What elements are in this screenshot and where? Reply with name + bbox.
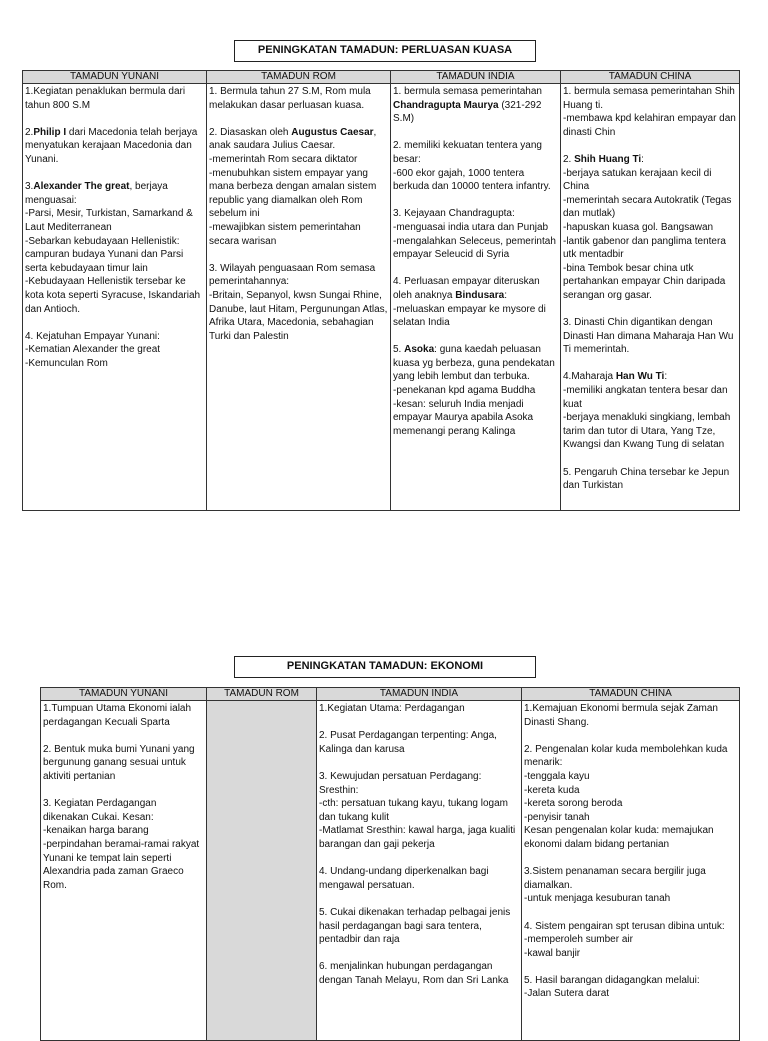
table2-cell-rom (207, 701, 317, 1041)
cell-paragraph (393, 85, 558, 126)
text-run: 4. Sistem pengairan spt terusan dibina untuk: -memperoleh sumber air -kawal banjir (524, 920, 725, 959)
text-run: 2. Bentuk muka bumi Yunani yang bergunung ganang sesuai untuk aktiviti pertanian (43, 743, 195, 782)
cell-paragraph (524, 865, 737, 906)
cell-paragraph (209, 262, 388, 344)
text-run: 2. Pusat Perdagangan terpenting: Anga, Kalinga dan karusa (319, 730, 497, 755)
cell-paragraph (319, 770, 519, 852)
text-run: : -memiliki angkatan tentera besar dan kuat -berjaya menakluki singkiang, lembah tarim dan tutor di Utara, Yang Tze, Kwangsi dan Kwang Tung di selatan (563, 371, 731, 451)
bold-text: Asoka (404, 344, 435, 356)
text-run: 3. Wilayah penguasaan Rom semasa pemerintahannya: -Britain, Sepanyol, kwsn Sungai Rhine, Danube, laut Hitam, Pergunungan Atlas, Afrika Utara, Macedonia, sebahagian Turki dan Palestin (209, 262, 388, 342)
text-run: 2. Pengenalan kolar kuda membolehkan kuda menarik: -tenggala kayu -kereta kuda -kereta sorong beroda -penyisir tanah Kesan pengenalan kolar kuda: memajukan ekonomi dalam bidang pertanian (524, 743, 728, 850)
text-run: 5. Pengaruh China tersebar ke Jepun dan Turkistan (563, 466, 730, 492)
text-run: (321-292 S.M) (393, 99, 542, 125)
cell-paragraph (524, 920, 737, 961)
table1-cell-india (391, 84, 561, 511)
text-run: 3. (25, 181, 34, 193)
bold-text: Augustus Caesar (291, 126, 374, 138)
text-run: 6. menjalinkan hubungan perdagangan dengan Tanah Melayu, Rom dan Sri Lanka (319, 961, 509, 986)
cell-paragraph (524, 974, 737, 1001)
table1-header-india: TAMADUN INDIA (391, 71, 561, 84)
table2-header-rom: TAMADUN ROM (207, 688, 317, 701)
text-run: : -meluaskan empayar ke mysore di selatan India (393, 289, 546, 329)
text-run: 1.Tumpuan Utama Ekonomi ialah perdagangan Kecuali Sparta (43, 703, 192, 728)
bold-text: Philip I (33, 126, 67, 138)
table1-header-yunani: TAMADUN YUNANI (23, 71, 207, 84)
table2 (40, 687, 740, 1041)
text-run: , anak saudara Julius Caesar. -memerintah Rom secara diktator -menubuhkan sistem empayar yang mana berbeza dengan amalan sistem republic yang diamalkan oleh Rom sebelum ini -mewajibkan sistem pemerintahan secara warisan (209, 126, 377, 247)
text-run: 5. (393, 344, 405, 356)
table1-cell-yunani (23, 84, 207, 511)
text-run: 1.Kegiatan penaklukan bermula dari tahun 800 S.M (25, 86, 186, 111)
table2-title: PENINGKATAN TAMADUN: EKONOMI (234, 656, 536, 678)
cell-paragraph (25, 85, 204, 112)
text-run: : guna kaedah peluasan kuasa yg berbeza, guna pendekatan yang lebih lembut dan terbuka. -penekanan kpd agama Buddha -kesan: seluruh India menjadi empayar Maurya apabila Asoka memenangi perang Kalinga (393, 344, 555, 437)
table1-cell-china (561, 84, 740, 511)
text-run: , berjaya menguasai: -Parsi, Mesir, Turkistan, Samarkand & Laut Mediterranean -Sebarkan kebudayaan Hellenistik: campuran budaya Yunani dan Parsi serta kebudayaan timur lain -Kebudayaan Hellenistik tersebar ke kota kota seperti Syracuse, Iskandariah dan Antioch. (25, 181, 201, 315)
cell-paragraph (393, 139, 558, 193)
bold-text: Bindusara (455, 289, 505, 301)
text-run: 3.Sistem penanaman secara bergilir juga diamalkan. -untuk menjaga kesuburan tanah (524, 866, 706, 905)
cell-paragraph (563, 466, 737, 493)
text-run: 4. Undang-undang diperkenalkan bagi mengawal persatuan. (319, 866, 489, 891)
bold-text: Shih Huang Ti (574, 153, 642, 165)
bold-text: Alexander The great (33, 181, 130, 193)
text-run: dari Macedonia telah berjaya menyatukan kerajaan Macedonia dan Yunani. (25, 126, 198, 165)
bold-text: Han Wu Ti (615, 371, 665, 383)
cell-paragraph (393, 343, 558, 438)
cell-paragraph (563, 153, 737, 303)
text-run: 5. Hasil barangan didagangkan melalui: -Jalan Sutera darat (524, 974, 700, 1000)
cell-paragraph (524, 743, 737, 852)
cell-paragraph (563, 316, 737, 357)
text-run: 2. memiliki kekuatan tentera yang besar: -600 ekor gajah, 1000 tentera berkuda dan 10000 tentera infantry. (393, 140, 551, 193)
cell-paragraph (43, 743, 204, 784)
text-run: : -berjaya satukan kerajaan kecil di China -memerintah secara Autokratik (Tegas dan mutlak) -hapuskan kuasa gol. Bangsawan -lantik gabenor dan panglima tentera utk mentadbir -bina Tembok besar china utk pertahankan empayar Chin daripada serangan org gasar. (563, 153, 732, 301)
table2-header-china: TAMADUN CHINA (522, 688, 740, 701)
text-run: 1. bermula semasa pemerintahan Shih Huang ti. -membawa kpd kelahiran empayar dan dinasti Chin (563, 86, 736, 138)
cell-paragraph (524, 702, 737, 729)
text-run: 2. (563, 153, 575, 165)
cell-paragraph (319, 865, 519, 892)
text-run: 4.Maharaja (563, 371, 616, 383)
cell-paragraph (43, 702, 204, 729)
text-run: 2. (25, 126, 34, 138)
table2-cell-china (522, 701, 740, 1041)
cell-paragraph (209, 126, 388, 248)
cell-paragraph (209, 85, 388, 112)
text-run: 2. Diasaskan oleh (209, 126, 292, 138)
text-run: 4. Kejatuhan Empayar Yunani: -Kematian Alexander the great -Kemunculan Rom (25, 330, 161, 369)
cell-paragraph (25, 126, 204, 167)
text-run: 3. Dinasti Chin digantikan dengan Dinasti Han dimana Maharaja Han Wu Ti memerintah. (563, 317, 734, 356)
table2-cell-india (317, 701, 522, 1041)
cell-paragraph (25, 330, 204, 371)
cell-paragraph (319, 729, 519, 756)
table2-header-india: TAMADUN INDIA (317, 688, 522, 701)
table1-header-rom: TAMADUN ROM (207, 71, 391, 84)
cell-paragraph (43, 797, 204, 892)
table1-title: PENINGKATAN TAMADUN: PERLUASAN KUASA (234, 40, 536, 62)
text-run: 3. Kegiatan Perdagangan dikenakan Cukai. Kesan: -kenaikan harga barang -perpindahan beramai-ramai rakyat Yunani ke tempat lain seperti Alexandria pada zaman Graeco Rom. (43, 798, 200, 891)
cell-paragraph (563, 370, 737, 452)
cell-paragraph (393, 275, 558, 329)
table1-cell-rom (207, 84, 391, 511)
table2-header-yunani: TAMADUN YUNANI (41, 688, 207, 701)
table2-cell-yunani (41, 701, 207, 1041)
text-run: 1.Kemajuan Ekonomi bermula sejak Zaman Dinasti Shang. (524, 703, 718, 728)
cell-paragraph (25, 180, 204, 316)
cell-paragraph (319, 702, 519, 716)
text-run: 5. Cukai dikenakan terhadap pelbagai jenis hasil perdagangan bagi sara tentera, pentadbir dan raja (319, 906, 511, 946)
text-run: 3. Kewujudan persatuan Perdagang: Sresthin: -cth: persatuan tukang kayu, tukang logam dan tukang kulit -Matlamat Sresthin: kawal harga, jaga kualiti barangan dan gaji pekerja (319, 770, 516, 850)
text-run: 3. Kejayaan Chandragupta: -menguasai india utara dan Punjab -mengalahkan Seleceus, pemerintah empayar Seleucid di Syria (393, 208, 556, 261)
text-run: 1. bermula semasa pemerintahan (393, 86, 542, 97)
table1-header-china: TAMADUN CHINA (561, 71, 740, 84)
text-run: 1. Bermula tahun 27 S.M, Rom mula melakukan dasar perluasan kuasa. (209, 86, 371, 111)
text-run: 4. Perluasan empayar diteruskan oleh anaknya (393, 276, 540, 301)
text-run: 1.Kegiatan Utama: Perdagangan (319, 703, 465, 714)
cell-paragraph (319, 906, 519, 947)
cell-paragraph (563, 85, 737, 139)
table1 (22, 70, 740, 511)
cell-paragraph (393, 207, 558, 261)
cell-paragraph (319, 960, 519, 987)
bold-text: Chandragupta Maurya (393, 99, 499, 111)
